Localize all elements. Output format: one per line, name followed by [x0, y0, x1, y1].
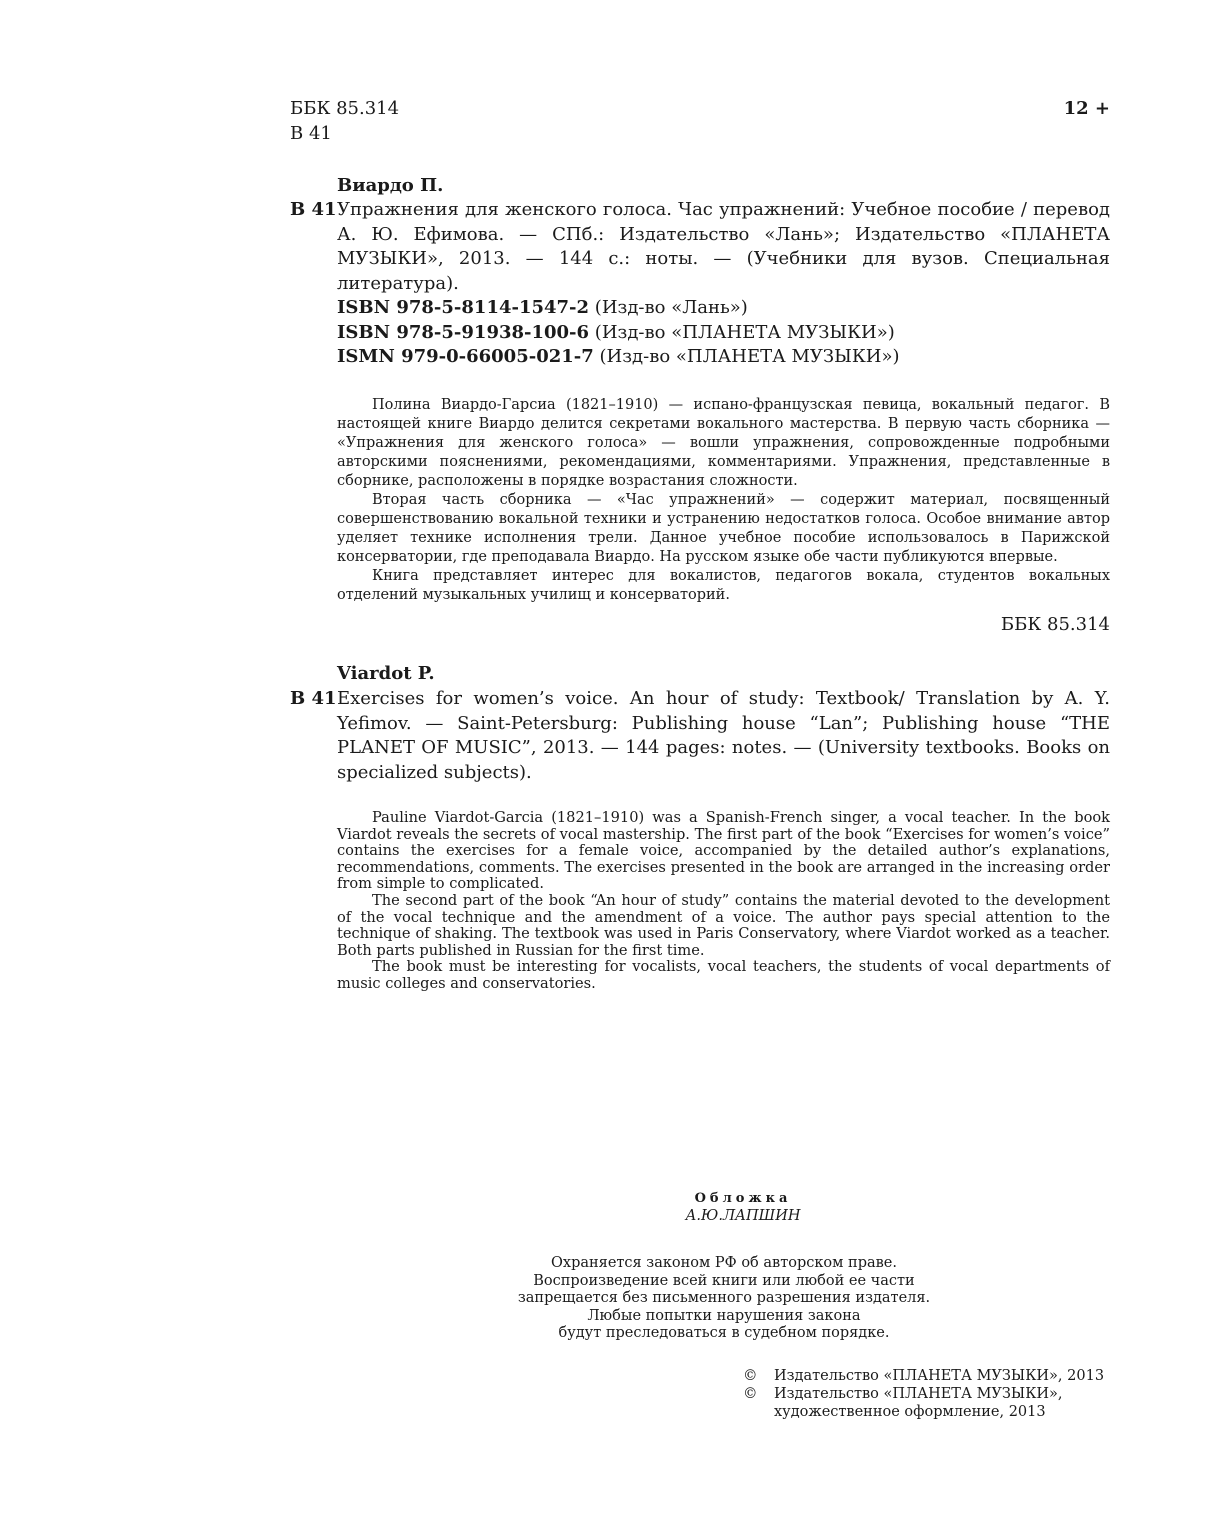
cover-credit	[520, 1190, 966, 1225]
en-annotation	[337, 810, 1110, 993]
isbn-row	[337, 345, 1110, 370]
ru-description: Упражнения для женского голоса. Час упражнений: Учебное пособие / перевод А. Ю. Ефимова. — СПб.: Издательство «Лань»; Издательство «ПЛАНЕТА МУЗЫКИ», 2013. — 144 с.: ноты. — (Учебники для вузов. Специальная литература).	[337, 199, 1110, 294]
ru-description-block	[290, 198, 1110, 296]
copyright-line: Издательство «ПЛАНЕТА МУЗЫКИ»,	[774, 1386, 1063, 1402]
notice-line: Воспроизведение всей книги или любой ее части	[533, 1272, 915, 1289]
en-description-block	[290, 687, 1110, 785]
ru-annotation-paragraph: Книга представляет интерес для вокалистов, педагогов вокала, студентов вокальных отделений музыкальных училищ и консерваторий.	[337, 568, 1110, 603]
copyright-row	[743, 1367, 1133, 1385]
copyright-row	[743, 1385, 1133, 1421]
notice-line: запрещается без письменного разрешения издателя.	[517, 1290, 931, 1307]
ru-annotation	[337, 396, 1110, 605]
isbn-number: ISBN 978-5-91938-100-6	[337, 321, 590, 343]
cover-label: Обложка	[694, 1191, 792, 1206]
bbk-code: ББК 85.314	[290, 98, 400, 119]
ismn-number: ISMN 979-0-66005-021-7	[337, 346, 594, 367]
copyright-notice	[470, 1255, 978, 1343]
en-author: Viardot P.	[337, 663, 435, 684]
notice-line: Охраняется законом РФ об авторском праве.	[551, 1255, 897, 1271]
en-code: В 41	[290, 688, 337, 709]
isbn-row	[337, 321, 1110, 346]
notice-line: Любые попытки нарушения закона	[587, 1307, 861, 1324]
author-mark: В 41	[290, 123, 332, 144]
notice-line: будут преследоваться в судебном порядке.	[558, 1325, 890, 1342]
en-annotation-paragraph: The second part of the book “An hour of study” contains the material devoted to the development of the vocal technique and the amendment of a voice. The author pays special attention to the technique of shaking. The textbook was used in Paris Conservatory, where Viardot worked as a teacher. Both parts published in Russian for the first time.	[337, 891, 1110, 959]
cover-designer: А.Ю.ЛАПШИН	[685, 1208, 801, 1224]
en-description: Exercises for women’s voice. An hour of study: Textbook/ Translation by A. Y. Yefimov. — Saint-Petersburg: Publishing house “Lan”; Publishing house “THE PLANET OF MUSIC”, 2013. — 144 pages: notes. — (University textbooks. Books on specialized subjects).	[337, 688, 1110, 783]
isbn-number: ISBN 978-5-8114-1547-2	[337, 297, 590, 318]
bbk-bottom: ББК 85.314	[1000, 614, 1110, 635]
en-annotation-paragraph: The book must be interesting for vocalists, vocal teachers, the students of vocal departments of music colleges and conservatories.	[337, 958, 1110, 992]
isbn-publisher: (Изд-во «Лань»)	[594, 297, 748, 318]
ru-annotation-paragraph: Полина Виардо-Гарсиа (1821–1910) — испано-французская певица, вокальный педагог. В настоящей книге Виардо делится секретами вокального мастерства. В первую часть сборника — «Упражнения для женского голоса» — вошли упражнения, сопровожденные подробными авторскими пояснениями, рекомендациями, комментариями. Упражнения, представленные в сборнике, расположены в порядке возрастания сложности.	[337, 397, 1110, 489]
ru-code: В 41	[290, 199, 337, 220]
ru-annotation-paragraph: Вторая часть сборника — «Час упражнений» — содержит материал, посвященный совершенствованию вокальной техники и устранению недостатков голоса. Особое внимание автор уделяет технике исполнения трели. Данное учебное пособие использовалось в Парижской консерватории, где преподавала Виардо. На русском языке обе части публикуются впервые.	[337, 492, 1110, 565]
copyright-line: художественное оформление, 2013	[774, 1404, 1046, 1420]
isbn-row	[337, 296, 1110, 321]
copyright-line: Издательство «ПЛАНЕТА МУЗЫКИ», 2013	[774, 1368, 1105, 1384]
copyright-list	[743, 1367, 1133, 1421]
isbn-list	[337, 296, 1110, 370]
age-rating: 12 +	[1063, 98, 1110, 119]
copyright-symbol: ©	[743, 1368, 758, 1384]
en-annotation-paragraph: Pauline Viardot-Garcia (1821–1910) was a Spanish-French singer, a vocal teacher. In the book Viardot reveals the secrets of vocal mastership. The first part of the book “Exercises for women’s voice” contains the exercises for a female voice, accompanied by the detailed author’s explanations, recommendations, comments. The exercises presented in the book are arranged in the increasing order from simple to complicated.	[337, 809, 1110, 893]
isbn-publisher: (Изд-во «ПЛАНЕТА МУЗЫКИ»)	[599, 346, 900, 367]
copyright-symbol: ©	[743, 1386, 758, 1402]
isbn-publisher: (Изд-во «ПЛАНЕТА МУЗЫКИ»)	[594, 321, 895, 343]
ru-author: Виардо П.	[337, 175, 444, 196]
